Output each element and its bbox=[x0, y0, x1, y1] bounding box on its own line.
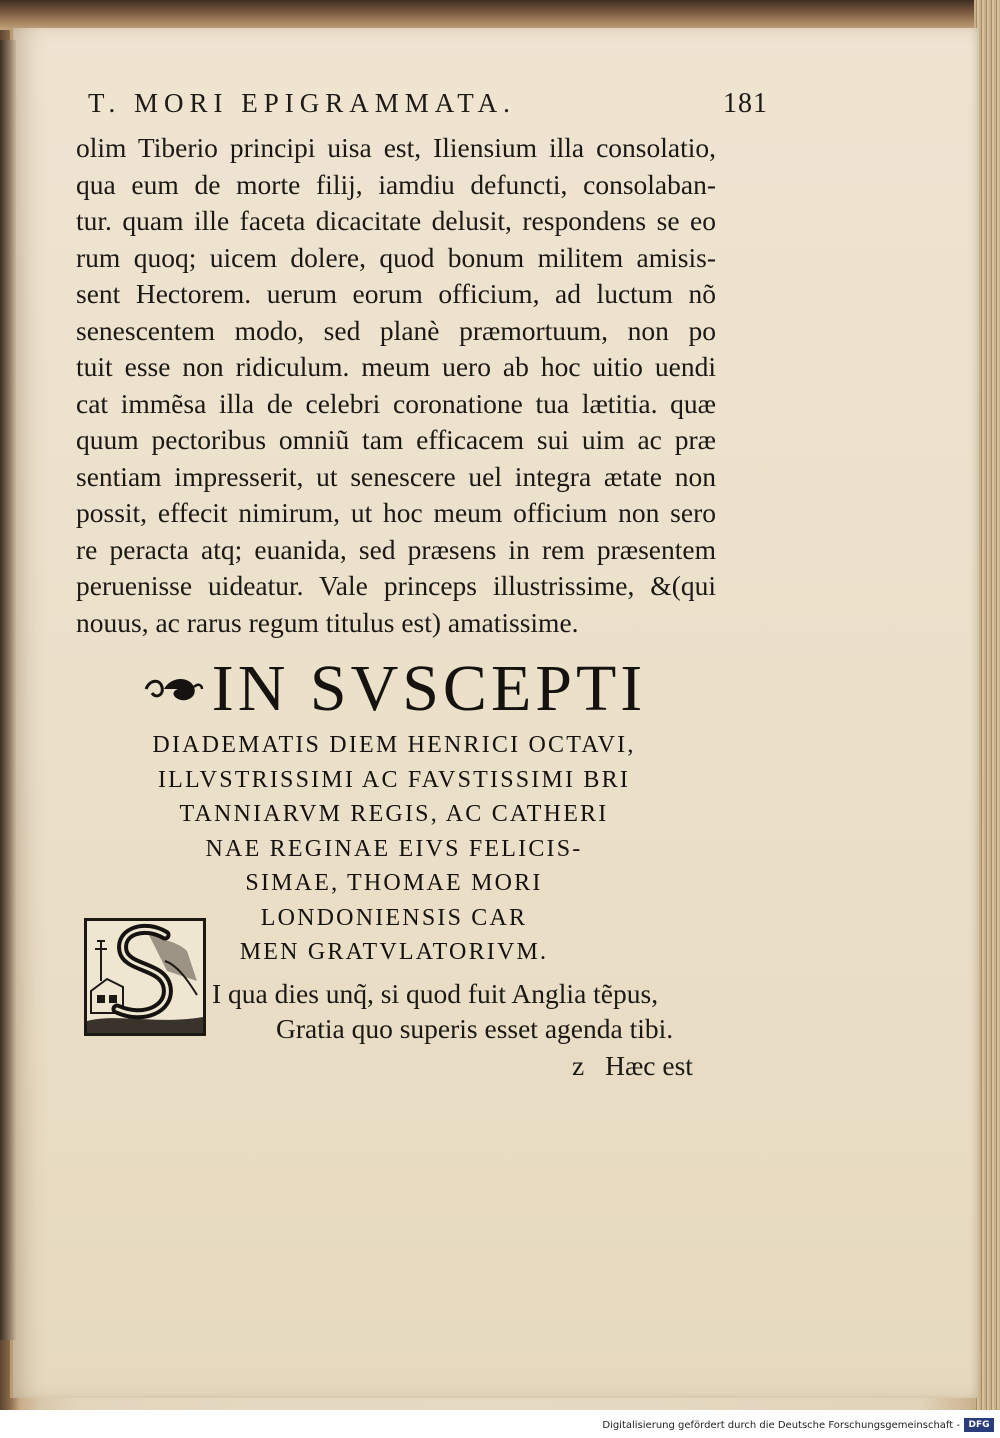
page-number: 181 bbox=[723, 88, 768, 119]
text-line: tuit esse non ridiculum. meum uero ab hoc uitio uendi bbox=[76, 351, 716, 382]
title-main-line bbox=[84, 650, 704, 728]
book-binding bbox=[0, 40, 16, 1340]
woodcut-landscape-icon bbox=[87, 921, 203, 1033]
text-line: sent Hectorem. uerum eorum officium, ad luctum nõ bbox=[76, 278, 716, 309]
book-top-edge bbox=[0, 0, 1000, 30]
subtitle-line: TANNIARVM REGIS, AC CATHERI bbox=[179, 801, 609, 827]
digitization-footer bbox=[0, 1410, 1000, 1438]
text-line: qua eum de morte filij, iamdiu defuncti, consolaban- bbox=[76, 168, 716, 200]
funding-credit: Digitalisierung gefördert durch die Deutsche Forschungsgemeinschaft - bbox=[602, 1420, 960, 1431]
text-line: quum pectoribus omniũ tam efficacem sui uim ac præ bbox=[76, 424, 716, 455]
decorated-initial-s-icon bbox=[84, 918, 206, 1036]
text-line: possit, effecit nimirum, ut hoc meum officium non sero bbox=[76, 497, 716, 528]
dfg-logo-icon: DFG bbox=[964, 1418, 994, 1432]
subtitle-line: SIMAE, THOMAE MORI bbox=[245, 870, 543, 896]
catchword: Hæc est bbox=[605, 1050, 693, 1081]
subtitle-line: ILLVSTRISSIMI AC FAVSTISSIMI BRI bbox=[157, 766, 631, 793]
title-main-text: IN SVSCEPTI bbox=[211, 652, 647, 725]
fleuron-ornament-icon bbox=[142, 671, 204, 707]
running-header bbox=[88, 88, 768, 120]
subtitle-line: LONDONIENSIS CAR bbox=[260, 904, 528, 931]
subtitle-line: DIADEMATIS DIEM HENRICI OCTAVI, bbox=[152, 732, 636, 758]
text-line: nouus, ac rarus regum titulus est) amatissime. bbox=[76, 606, 579, 638]
catchword-line bbox=[572, 1050, 693, 1082]
verse-line: Gratia quo superis esset agenda tibi. bbox=[276, 1013, 674, 1044]
verse-line: I qua dies unq̃, si quod fuit Anglia tẽpus, bbox=[212, 978, 659, 1009]
prose-text-block bbox=[76, 130, 716, 641]
signature-mark: z bbox=[572, 1050, 585, 1081]
subtitle-line: NAE REGINAE EIVS FELICIS- bbox=[205, 835, 583, 862]
text-line: cat immẽsa illa de celebri coronatione tua lætitia. quæ bbox=[76, 387, 716, 419]
text-line: rum quoq; uicem dolere, quod bonum militem amisis- bbox=[76, 241, 716, 273]
running-title: T. MORI EPIGRAMMATA. bbox=[88, 88, 516, 118]
verse-block bbox=[212, 976, 712, 1046]
text-line: peruenisse uideatur. Vale princeps illustrissime, &(qui bbox=[76, 570, 716, 601]
text-line: tur. quam ille faceta dicacitate delusit, respondens se eo bbox=[76, 205, 716, 236]
text-line: olim Tiberio principi uisa est, Iliensium illa consolatio, bbox=[76, 132, 716, 163]
text-line: senescentem modo, sed planè præmortuum, non po bbox=[76, 314, 716, 346]
text-line: sentiam impresserit, ut senescere uel integra ætate non bbox=[76, 460, 716, 492]
subtitle-line: MEN GRATVLATORIVM. bbox=[239, 939, 549, 965]
text-line: re peracta atq; euanida, sed præsens in rem præsentem bbox=[76, 533, 716, 565]
